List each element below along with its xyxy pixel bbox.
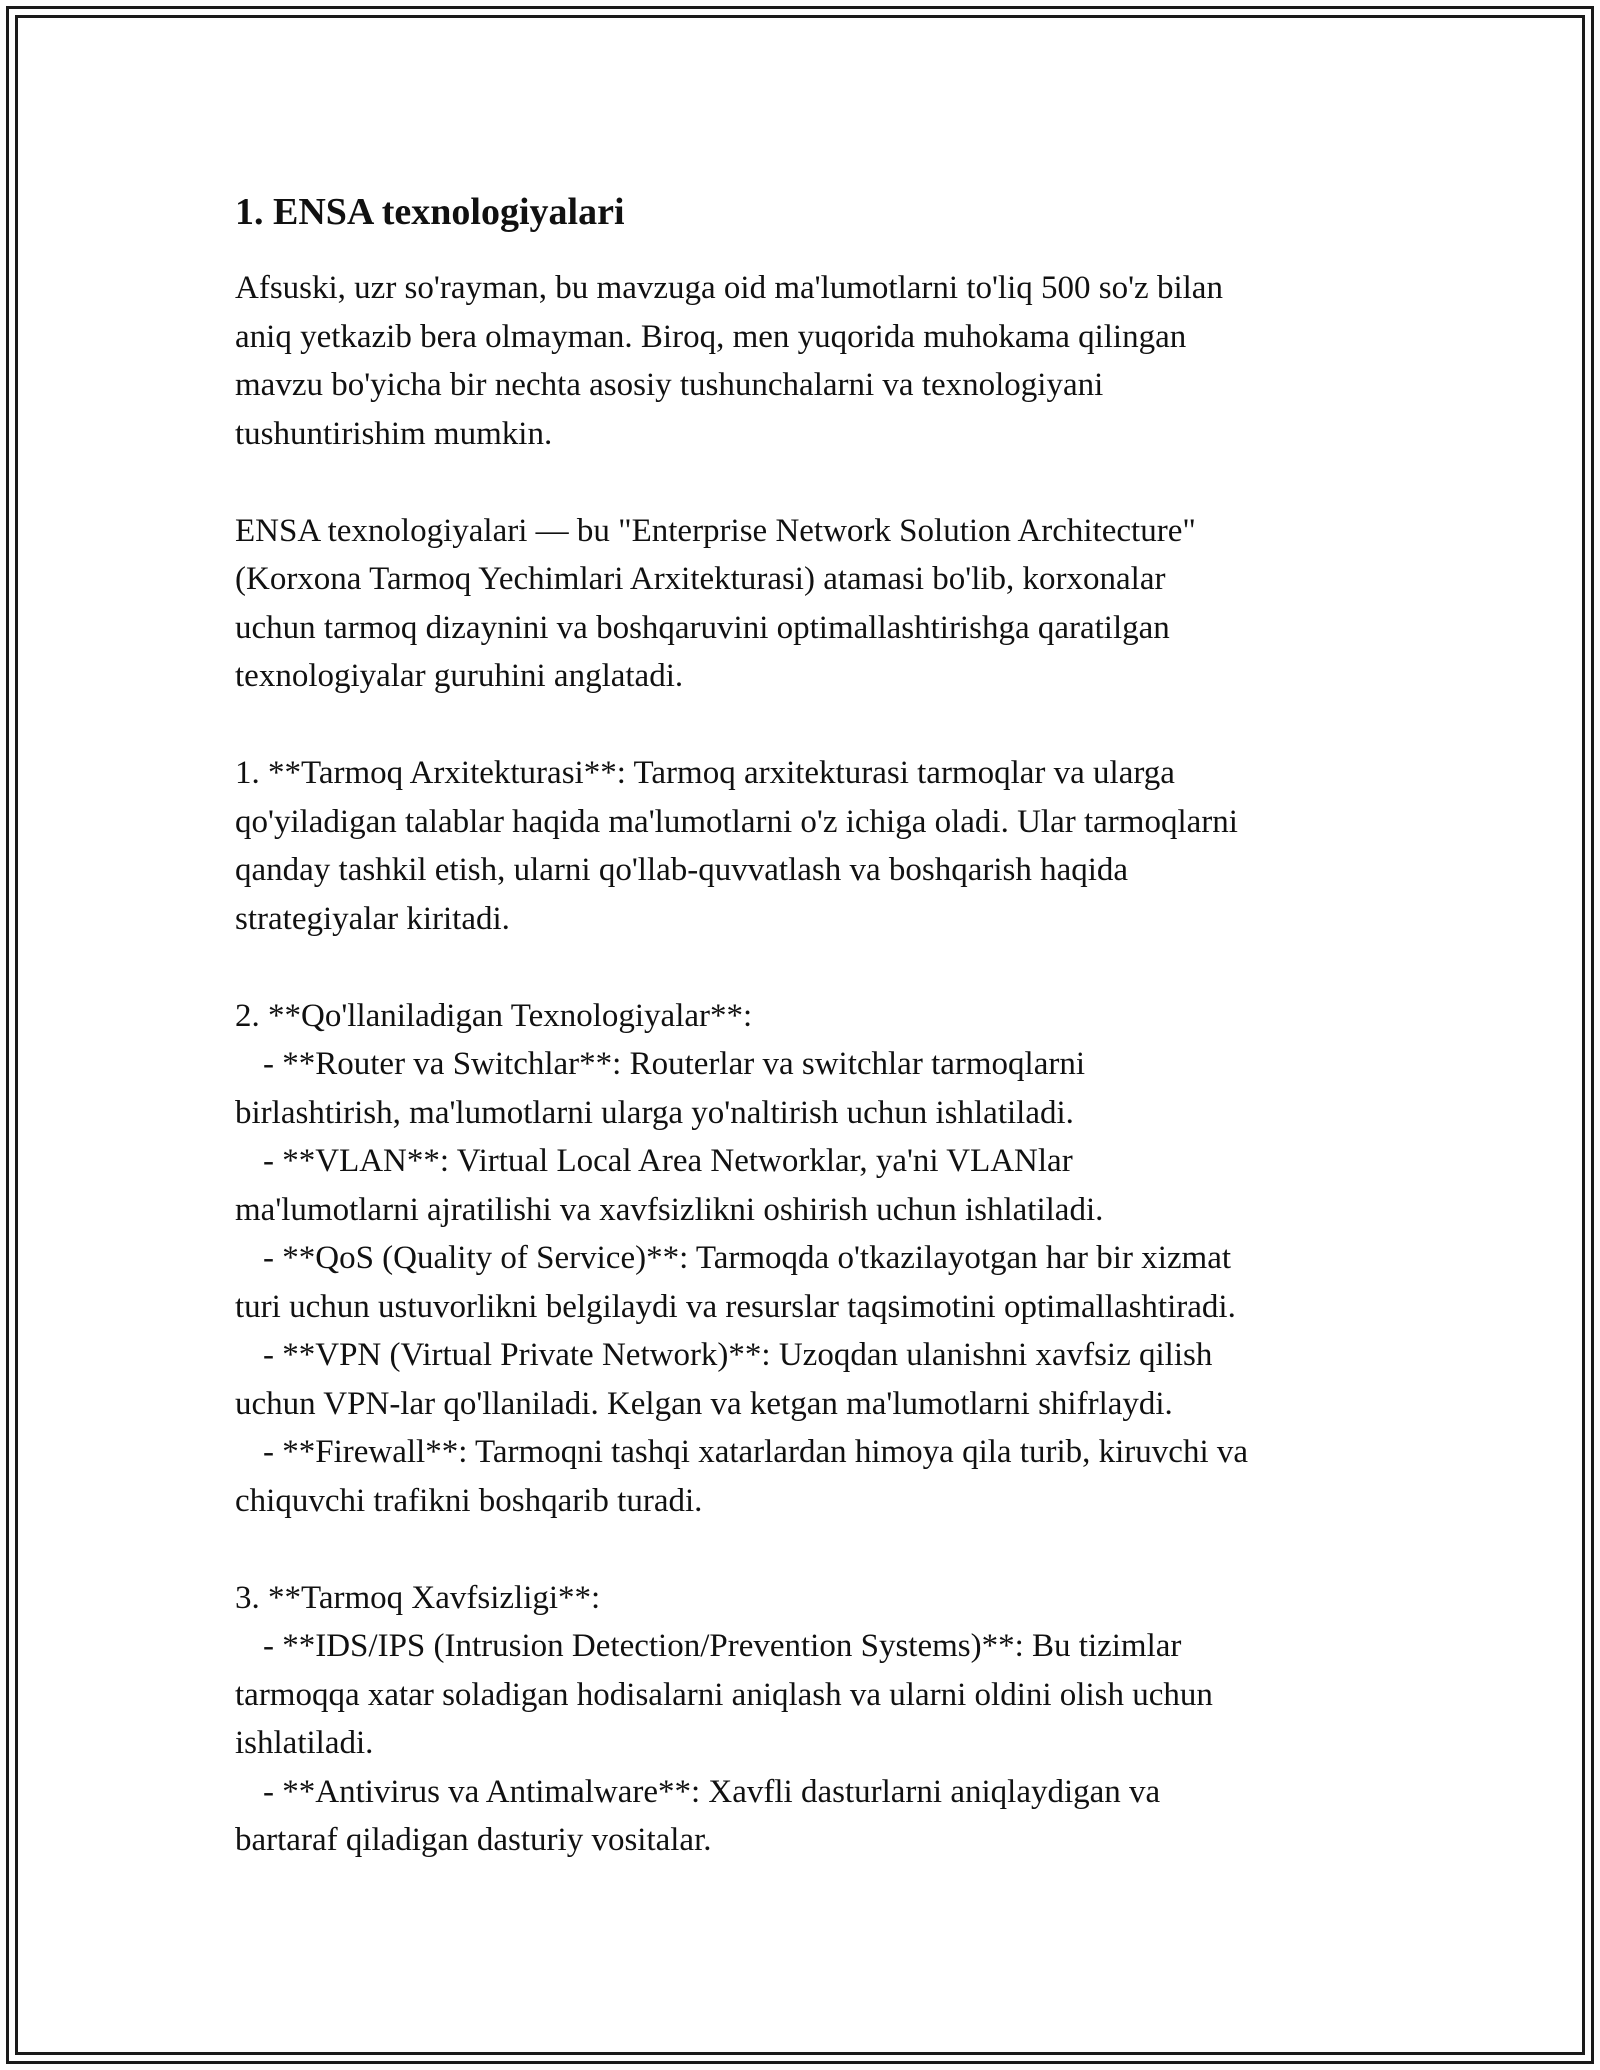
paragraph-gap	[235, 701, 1415, 750]
text-line: mavzu bo'yicha bir nechta asosiy tushunchalarni va texnologiyani	[235, 367, 1104, 403]
section-heading: 3. **Tarmoq Xavfsizligi**:	[235, 1579, 601, 1616]
text-line: 1. **Tarmoq Arxitekturasi**: Tarmoq arxitekturasi tarmoqlar va ularga	[235, 755, 1175, 791]
list-item-lead: - **Firewall**: Tarmoqni tashqi xatarlardan himoya qila turib, kiruvchi va	[263, 1434, 1249, 1470]
paragraph-gap	[235, 943, 1415, 992]
section-technologies	[235, 992, 1415, 1526]
section-network-architecture	[235, 749, 1415, 943]
list-item-lead: - **Router va Switchlar**: Routerlar va switchlar tarmoqlarni	[263, 1046, 1086, 1082]
list-item-continuation: chiquvchi trafikni boshqarib turadi.	[235, 1482, 703, 1519]
text-line: uchun tarmoq dizaynini va boshqaruvini optimallashtirishga qaratilgan	[235, 609, 1170, 646]
paragraph-gap	[235, 1525, 1415, 1574]
list-item-continuation: ishlatiladi.	[235, 1725, 374, 1761]
list-item-continuation: tarmoqqa xatar soladigan hodisalarni aniqlash va ularni oldini olish uchun	[235, 1676, 1213, 1713]
definition-paragraph	[235, 507, 1415, 701]
text-line: aniq yetkazib bera olmayman. Biroq, men yuqorida muhokama qilingan	[235, 318, 1187, 355]
list-item-lead: - **Antivirus va Antimalware**: Xavfli dasturlarni aniqlaydigan va	[263, 1773, 1161, 1810]
text-line: ENSA texnologiyalari — bu "Enterprise Network Solution Architecture"	[235, 512, 1196, 549]
intro-paragraph	[235, 264, 1415, 458]
text-line: qo'yiladigan talablar haqida ma'lumotlarni o'z ichiga oladi. Ular tarmoqlarni	[235, 803, 1238, 840]
section-heading: 2. **Qo'llaniladigan Texnologiyalar**:	[235, 997, 753, 1034]
document-title: 1. ENSA texnologiyalari	[235, 191, 625, 233]
list-item-lead: - **VPN (Virtual Private Network)**: Uzoqdan ulanishni xavfsiz qilish	[263, 1337, 1213, 1373]
text-line: (Korxona Tarmoq Yechimlari Arxitekturasi) atamasi bo'lib, korxonalar	[235, 561, 1166, 597]
list-item-lead: - **QoS (Quality of Service)**: Tarmoqda o'tkazilayotgan har bir xizmat	[263, 1240, 1232, 1276]
list-item-continuation: uchun VPN-lar qo'llaniladi. Kelgan va ketgan ma'lumotlarni shifrlaydi.	[235, 1385, 1173, 1422]
text-line: Afsuski, uzr so'rayman, bu mavzuga oid ma'lumotlarni to'liq 500 so'z bilan	[235, 270, 1223, 306]
list-item-lead: - **VLAN**: Virtual Local Area Networklar, ya'ni VLANlar	[263, 1143, 1073, 1179]
document-body	[235, 188, 1415, 1865]
text-line: texnologiyalar guruhini anglatadi.	[235, 658, 684, 694]
list-item-continuation: birlashtirish, ma'lumotlarni ularga yo'naltirish uchun ishlatiladi.	[235, 1094, 1074, 1131]
list-item-continuation: bartaraf qiladigan dasturiy vositalar.	[235, 1822, 712, 1858]
text-line: qanday tashkil etish, ularni qo'llab-quvvatlash va boshqarish haqida	[235, 852, 1129, 888]
text-line: tushuntirishim mumkin.	[235, 415, 553, 452]
list-item-continuation: ma'lumotlarni ajratilishi va xavfsizlikni oshirish uchun ishlatiladi.	[235, 1191, 1104, 1228]
list-item-lead: - **IDS/IPS (Intrusion Detection/Prevention Systems)**: Bu tizimlar	[263, 1628, 1182, 1664]
text-line: strategiyalar kiritadi.	[235, 900, 510, 937]
section-network-security	[235, 1574, 1415, 1865]
paragraph-gap	[235, 458, 1415, 507]
list-item-continuation: turi uchun ustuvorlikni belgilaydi va resurslar taqsimotini optimallashtiradi.	[235, 1288, 1236, 1325]
